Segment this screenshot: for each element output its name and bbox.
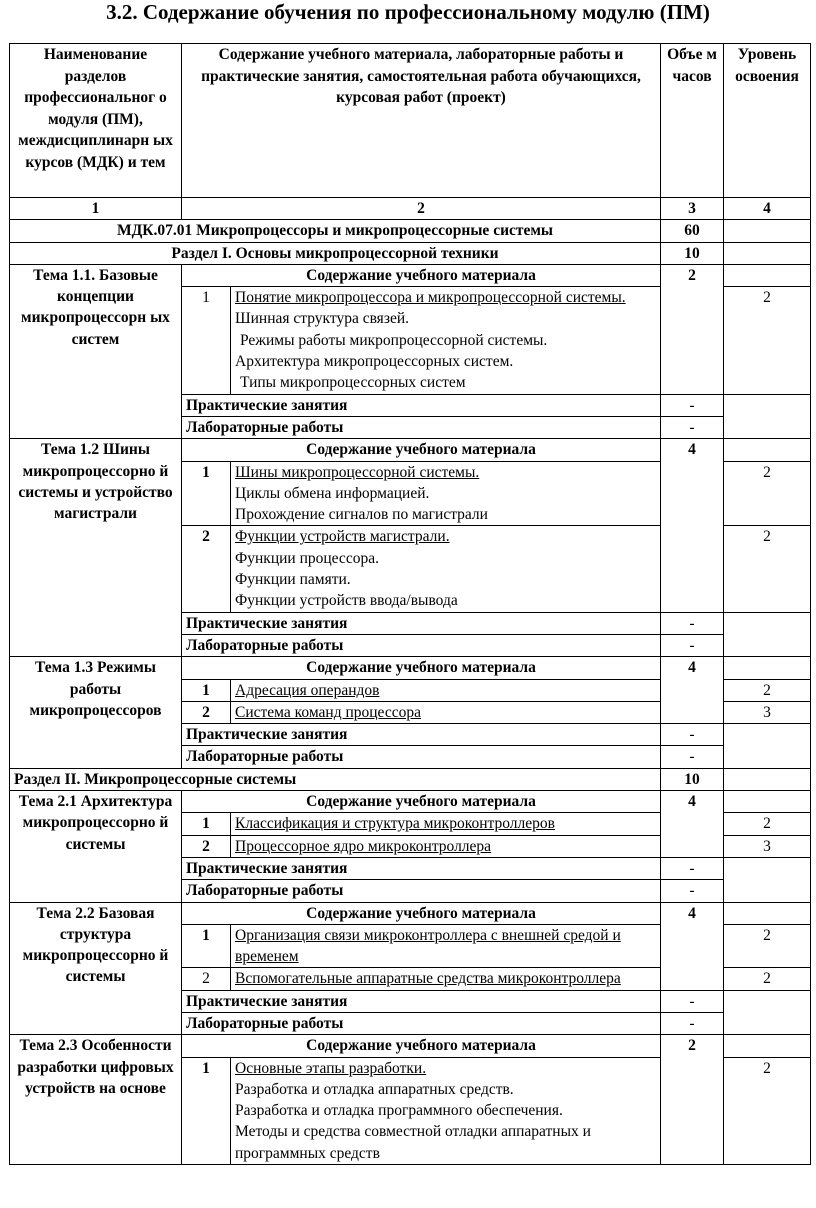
labs-label: Лабораторные работы: [182, 1012, 661, 1034]
labs-label: Лабораторные работы: [182, 746, 661, 768]
topic-row: [10, 1035, 811, 1057]
item-level: 2: [724, 1057, 811, 1164]
labs-hours: -: [661, 880, 724, 902]
practice-label: Практические занятия: [182, 612, 661, 634]
topic-row: [10, 439, 811, 461]
item-level: 2: [724, 461, 811, 526]
section-hours: 10: [661, 768, 724, 790]
column-number: 4: [724, 198, 811, 220]
topic-name: Тема 1.1. Базовые концепции микропроцессорн ых систем: [10, 264, 182, 438]
labs-hours: -: [661, 634, 724, 656]
item-level: 2: [724, 287, 811, 394]
item-text: Вспомогательные аппаратные средства микроконтроллера: [231, 968, 661, 990]
item-text: Процессорное ядро микроконтроллера: [231, 835, 661, 857]
mdk-hours: 60: [661, 220, 724, 242]
practice-hours: -: [661, 394, 724, 416]
item-number: 1: [182, 924, 231, 968]
practice-label: Практические занятия: [182, 724, 661, 746]
table-header-row: [10, 44, 811, 198]
item-number: 1: [182, 461, 231, 526]
page-title: 3.2. Содержание обучения по профессиональному модулю (ПМ): [106, 0, 710, 24]
item-text: Понятие микропроцессора и микропроцессорной системы. Шинная структура связей. Режимы работы микропроцессорной системы. Архитектура микропроцессорных систем. Типы микропроцессорных систем: [231, 287, 661, 394]
item-level: 2: [724, 968, 811, 990]
content-heading: Содержание учебного материала: [182, 439, 661, 461]
item-text: Основные этапы разработки. Разработка и отладка аппаратных средств. Разработка и отладка программного обеспечения. Методы и средства совместной отладки аппаратных и программных средств: [231, 1057, 661, 1164]
topic-name: Тема 1.2 Шины микропроцессорно й системы и устройство магистрали: [10, 439, 182, 657]
topic-row: [10, 657, 811, 679]
header-col-hours: Объе м часов: [661, 44, 724, 198]
section-hours: 10: [661, 242, 724, 264]
item-level: 3: [724, 835, 811, 857]
practice-hours: -: [661, 724, 724, 746]
topic-name: Тема 2.3 Особенности разработки цифровых устройств на основе: [10, 1035, 182, 1165]
content-heading: Содержание учебного материала: [182, 791, 661, 813]
item-level: 2: [724, 813, 811, 835]
column-number: 1: [10, 198, 182, 220]
practice-label: Практические занятия: [182, 394, 661, 416]
practice-hours: -: [661, 857, 724, 879]
section-row: [10, 242, 811, 264]
header-col-sections: Наименование разделов профессиональног о модуля (ПМ), междисциплинарн ых курсов (МДК) и тем: [10, 44, 182, 198]
topic-name: Тема 2.2 Базовая структура микропроцессорно й системы: [10, 902, 182, 1035]
item-level: 2: [724, 924, 811, 968]
labs-label: Лабораторные работы: [182, 880, 661, 902]
topic-hours: 4: [661, 657, 724, 724]
labs-hours: -: [661, 746, 724, 768]
column-number-row: [10, 198, 811, 220]
practice-hours: -: [661, 990, 724, 1012]
topic-hours: 4: [661, 902, 724, 990]
item-text: Адресация операндов: [231, 679, 661, 701]
item-number: 2: [182, 968, 231, 990]
mdk-label: МДК.07.01 Микропроцессоры и микропроцессорные системы: [10, 220, 661, 242]
labs-label: Лабораторные работы: [182, 634, 661, 656]
practice-label: Практические занятия: [182, 857, 661, 879]
topic-row: [10, 791, 811, 813]
item-number: 1: [182, 813, 231, 835]
topic-hours: 4: [661, 791, 724, 858]
item-level: 3: [724, 701, 811, 723]
section-label: Раздел II. Микропроцессорные системы: [10, 768, 661, 790]
item-level: 2: [724, 679, 811, 701]
topic-row: [10, 902, 811, 924]
labs-hours: -: [661, 1012, 724, 1034]
item-text: Шины микропроцессорной системы. Циклы обмена информацией. Прохождение сигналов по магистрали: [231, 461, 661, 526]
topic-row: [10, 264, 811, 286]
curriculum-table: [9, 43, 811, 1165]
practice-label: Практические занятия: [182, 990, 661, 1012]
content-heading: Содержание учебного материала: [182, 902, 661, 924]
column-number: 2: [182, 198, 661, 220]
labs-hours: -: [661, 416, 724, 438]
item-number: 1: [182, 1057, 231, 1164]
item-number: 1: [182, 679, 231, 701]
topic-name: Тема 2.1 Архитектура микропроцессорно й системы: [10, 791, 182, 902]
topic-hours: 4: [661, 439, 724, 612]
header-col-level: Уровень освоения: [724, 44, 811, 198]
item-level: 2: [724, 526, 811, 612]
topic-hours: 2: [661, 1035, 724, 1165]
item-number: 2: [182, 701, 231, 723]
item-text: Организация связи микроконтроллера с внешней средой и временем: [231, 924, 661, 968]
header-col-content: Содержание учебного материала, лабораторные работы и практические занятия, самостоятельная работа обучающихся, курсовая работ (проект): [182, 44, 661, 198]
labs-label: Лабораторные работы: [182, 416, 661, 438]
topic-name: Тема 1.3 Режимы работы микропроцессоров: [10, 657, 182, 768]
item-text: Классификация и структура микроконтроллеров: [231, 813, 661, 835]
content-heading: Содержание учебного материала: [182, 264, 661, 286]
mdk-row: [10, 220, 811, 242]
item-number: 1: [182, 287, 231, 394]
section-label: Раздел I. Основы микропроцессорной техники: [10, 242, 661, 264]
item-number: 2: [182, 835, 231, 857]
content-heading: Содержание учебного материала: [182, 657, 661, 679]
item-text: Функции устройств магистрали. Функции процессора. Функции памяти. Функции устройств ввода/вывода: [231, 526, 661, 612]
topic-hours: 2: [661, 264, 724, 394]
section-row: [10, 768, 811, 790]
practice-hours: -: [661, 612, 724, 634]
item-number: 2: [182, 526, 231, 612]
content-heading: Содержание учебного материала: [182, 1035, 661, 1057]
item-text: Система команд процессора: [231, 701, 661, 723]
column-number: 3: [661, 198, 724, 220]
